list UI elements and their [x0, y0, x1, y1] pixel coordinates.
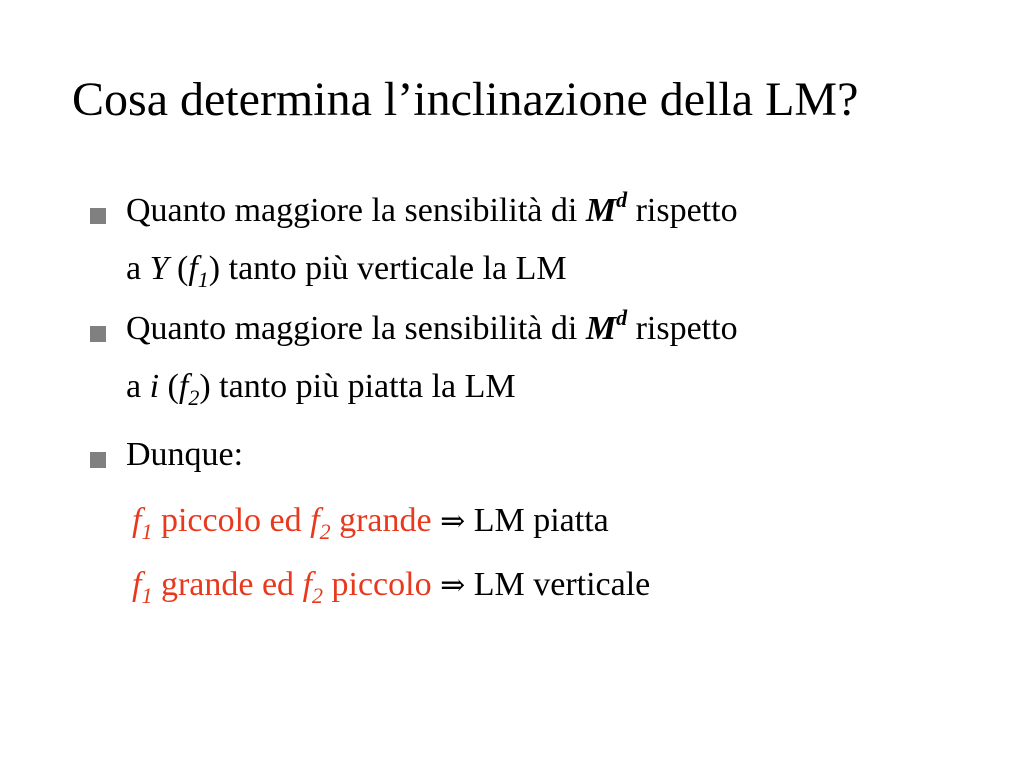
math-variable: f: [178, 368, 189, 405]
math-variable: f: [310, 502, 320, 539]
slide-title: Cosa determina l’inclinazione della LM?: [72, 73, 859, 126]
bullet-text: tanto più piatta la LM: [210, 368, 516, 405]
bullet-text: rispetto: [627, 192, 738, 229]
bullet-line: [126, 366, 516, 408]
bullet-line: [126, 305, 738, 350]
bullet-text: tanto più verticale la LM: [220, 250, 567, 287]
math-variable: M: [585, 192, 617, 229]
bullet-line: [126, 248, 567, 290]
math-subscript: 1: [141, 583, 153, 608]
math-variable: f: [188, 250, 198, 287]
bullet-text: a: [126, 368, 150, 405]
bullet-text: Dunque:: [126, 436, 244, 473]
conclusion-text: grande ed: [152, 566, 303, 603]
math-variable: i: [149, 368, 160, 405]
math-variable: f: [132, 502, 142, 539]
math-superscript: d: [616, 305, 628, 330]
conclusion-text: piccolo: [323, 566, 441, 603]
bullet-text: Quanto maggiore la sensibilità di: [126, 192, 586, 229]
square-bullet-icon: [90, 452, 106, 468]
math-subscript: 1: [197, 267, 209, 292]
implies-arrow-icon: ⇒: [440, 568, 466, 603]
square-bullet-icon: [90, 208, 106, 224]
bullet-text: rispetto: [627, 310, 738, 347]
bullet-text: Quanto maggiore la sensibilità di: [126, 310, 586, 347]
bullet-text: ): [208, 250, 221, 287]
math-variable: Y: [149, 250, 169, 287]
conclusion-line: [132, 564, 650, 607]
square-bullet-icon: [90, 326, 106, 342]
bullet-text: a: [126, 250, 150, 287]
math-subscript: 2: [188, 385, 200, 410]
bullet-text: (: [159, 368, 179, 405]
bullet-line: [126, 434, 243, 476]
bullet-line: [126, 187, 738, 232]
math-variable: M: [585, 310, 617, 347]
bullet-text: (: [168, 250, 189, 287]
conclusion-result: LM piatta: [465, 502, 609, 539]
conclusion-result: LM verticale: [465, 566, 651, 603]
conclusion-line: [132, 500, 609, 543]
implies-arrow-icon: ⇒: [440, 504, 466, 539]
math-variable: f: [132, 566, 142, 603]
math-subscript: 2: [319, 519, 331, 544]
math-variable: f: [302, 566, 313, 603]
math-subscript: 1: [141, 519, 153, 544]
math-superscript: d: [616, 187, 628, 212]
conclusion-text: piccolo ed: [152, 502, 311, 539]
bullet-text: ): [199, 368, 211, 405]
conclusion-text: grande: [330, 502, 441, 539]
math-subscript: 2: [312, 583, 324, 608]
